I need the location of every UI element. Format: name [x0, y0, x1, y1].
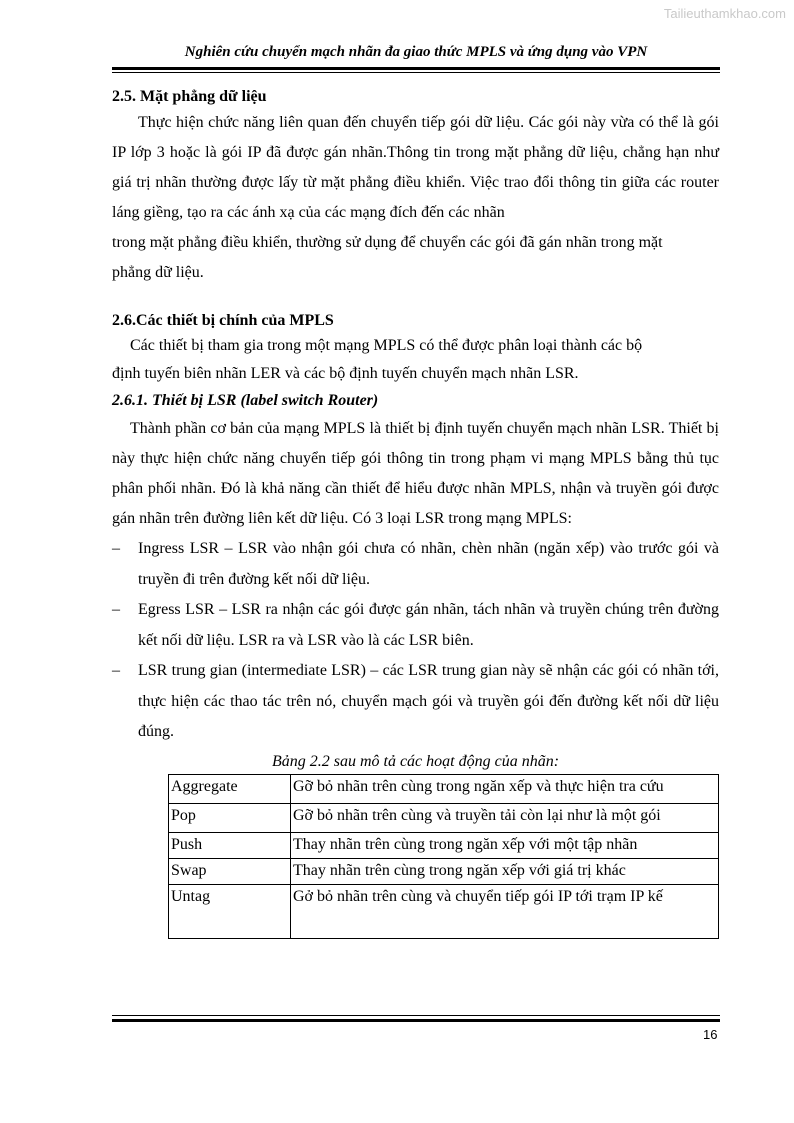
- footer-rule-thick: [112, 1019, 720, 1022]
- running-header: Nghiên cứu chuyển mạch nhãn đa giao thức MPLS và ứng dụng vào VPN: [184, 44, 648, 60]
- list-item-text: Egress LSR – LSR ra nhận các gói được gán nhãn, tách nhãn và truyền chúng trên đường kết nối dữ liệu. LSR ra và LSR vào là các LSR biên.: [138, 601, 719, 649]
- table-caption: Bảng 2.2 sau mô tả các hoạt động của nhãn:: [271, 752, 560, 770]
- label-operations-table: [168, 774, 719, 939]
- table-row: [169, 858, 719, 884]
- section-2-6-1-paragraph: Thành phần cơ bản của mạng MPLS là thiết bị định tuyến chuyển mạch nhãn LSR. Thiết bị này thực hiện chức năng chuyển tiếp gói thông tin trong phạm vi mạng MPLS bằng thủ tục phân phối nhãn. Đó là khả năng cần thiết để hiểu được nhãn MPLS, nhận và truyền gói được gán nhãn trên đường liên kết dữ liệu. Có 3 loại LSR trong mạng MPLS:: [112, 420, 719, 527]
- page-number: 16: [703, 1027, 718, 1042]
- list-item: [112, 534, 719, 595]
- table-row: [169, 803, 719, 832]
- dash-bullet: –: [112, 662, 120, 679]
- list-item-text: Ingress LSR – LSR vào nhận gói chưa có nhãn, chèn nhãn (ngăn xếp) vào trước gói và truyền đi trên đường kết nối dữ liệu.: [138, 540, 719, 588]
- operation-cell: Swap: [169, 858, 291, 884]
- table-row: [169, 884, 719, 938]
- table-row: [169, 774, 719, 803]
- description-cell: Gở bỏ nhãn trên cùng và chuyển tiếp gói IP tới trạm IP kế: [291, 884, 719, 938]
- operation-cell: Aggregate: [169, 774, 291, 803]
- operation-cell: Push: [169, 832, 291, 858]
- operation-cell: Pop: [169, 803, 291, 832]
- operation-cell: Untag: [169, 884, 291, 938]
- list-item-text: LSR trung gian (intermediate LSR) – các LSR trung gian này sẽ nhận các gói có nhãn tới, thực hiện các thao tác trên nó, chuyển mạch gói và truyền gói đến đường kết nối dữ liệu đúng.: [138, 662, 719, 740]
- section-2-6-paragraph-line-1: Các thiết bị tham gia trong một mạng MPLS có thể được phân loại thành các bộ: [130, 337, 643, 354]
- description-cell: Gỡ bỏ nhãn trên cùng trong ngăn xếp và thực hiện tra cứu: [291, 774, 719, 803]
- table-row: [169, 832, 719, 858]
- section-2-5-paragraph: Thực hiện chức năng liên quan đến chuyển tiếp gói dữ liệu. Các gói này vừa có thể là gói IP lớp 3 hoặc là gói IP đã được gán nhãn.Thông tin trong mặt phẳng dữ liệu, chẳng hạn như giá trị nhãn thường được lấy từ mặt phẳng điều khiển. Việc trao đổi thông tin giữa các router láng giềng, tạo ra các ánh xạ của các mạng đích đến các nhãn: [112, 114, 719, 221]
- dash-bullet: –: [112, 601, 120, 618]
- watermark: Tailieuthamkhao.com: [663, 6, 786, 21]
- header-rule-thin: [112, 72, 720, 73]
- section-2-6-paragraph-line-2: định tuyến biên nhãn LER và các bộ định tuyến chuyển mạch nhãn LSR.: [112, 365, 579, 382]
- page-body: [112, 86, 719, 939]
- description-cell: Thay nhãn trên cùng trong ngăn xếp với một tập nhãn: [291, 832, 719, 858]
- dash-bullet: –: [112, 540, 120, 557]
- section-2-5-paragraph-tail-2: phẳng dữ liệu.: [112, 264, 204, 281]
- section-2-6-heading: 2.6.Các thiết bị chính của MPLS: [112, 312, 334, 329]
- description-cell: Thay nhãn trên cùng trong ngăn xếp với giá trị khác: [291, 858, 719, 884]
- section-2-5-heading: 2.5. Mặt phẳng dữ liệu: [112, 88, 267, 105]
- footer-rule-thin: [112, 1015, 720, 1016]
- header-rule-thick: [112, 67, 720, 70]
- lsr-type-list: [112, 534, 719, 748]
- list-item: [112, 595, 719, 656]
- section-2-6-1-heading: 2.6.1. Thiết bị LSR (label switch Router): [112, 392, 379, 409]
- section-2-5-paragraph-tail-1: trong mặt phẳng điều khiển, thường sử dụng để chuyển các gói đã gán nhãn trong mặt: [112, 234, 663, 251]
- description-cell: Gỡ bỏ nhãn trên cùng và truyền tải còn lại như là một gói: [291, 803, 719, 832]
- list-item: [112, 656, 719, 748]
